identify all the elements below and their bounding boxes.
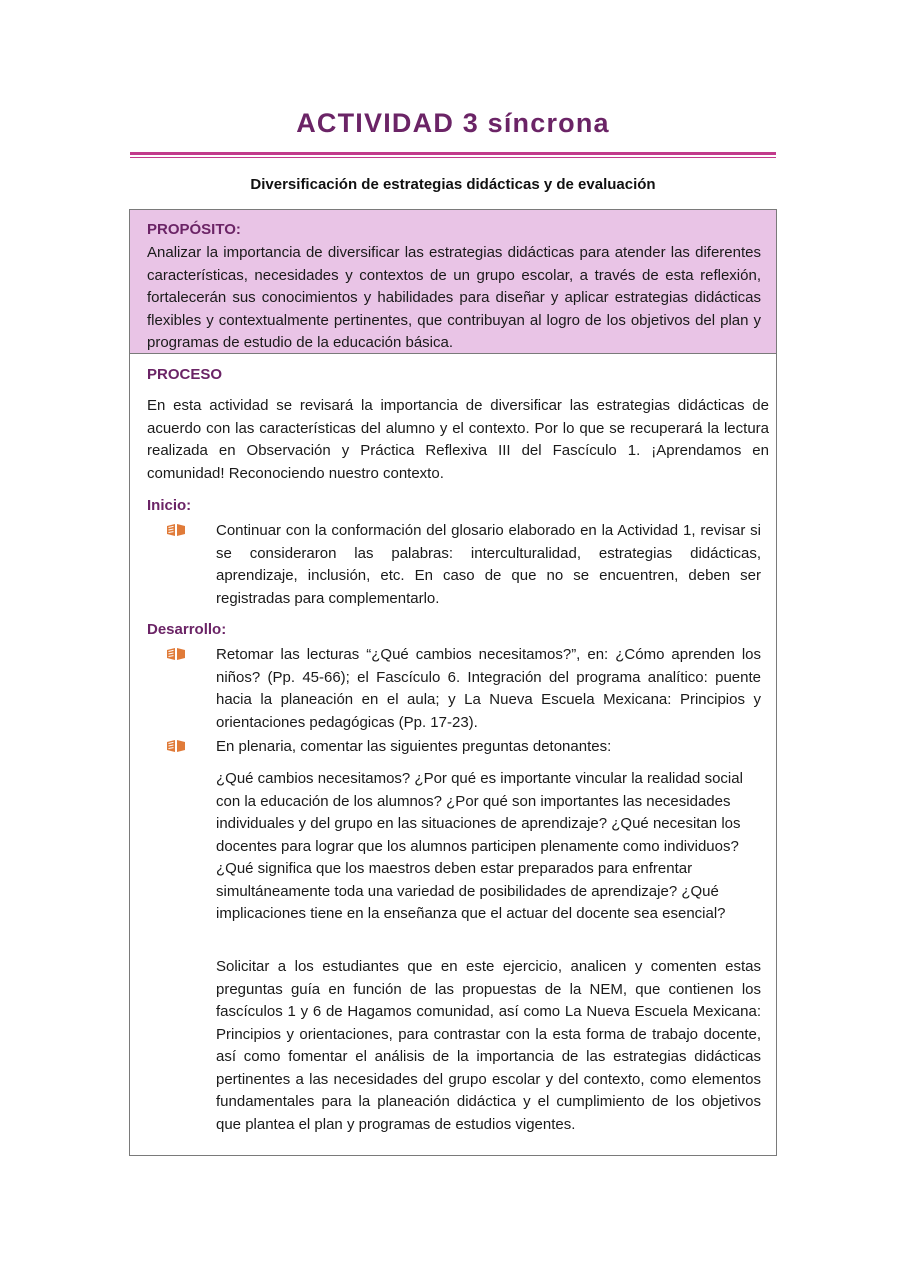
page-subtitle: Diversificación de estrategias didácticas y de evaluación	[250, 176, 656, 193]
proposito-label: PROPÓSITO:	[147, 221, 241, 238]
book-icon	[166, 523, 186, 537]
preguntas-detonantes: ¿Qué cambios necesitamos? ¿Por qué es importante vincular la realidad social con la educación de los alumnos? ¿Por qué son importantes las necesidades individuales y del grupo en las situaciones de aprendizaje? ¿Qué necesitan los docentes para lograr que los alumnos participen plenamente como individuos? ¿Qué significa que los maestros deben estar preparados para enfrentar simultáneamente toda una variedad de posibilidades de aprendizaje? ¿Qué implicaciones tiene en la enseñanza que el actuar del docente sea esencial?	[216, 770, 743, 922]
page-title: ACTIVIDAD 3 síncrona	[296, 108, 610, 138]
proposito-section	[130, 210, 776, 354]
desarrollo-label: Desarrollo:	[147, 621, 227, 638]
desarrollo-item-lecturas: Retomar las lecturas “¿Qué cambios necesitamos?”, en: ¿Cómo aprenden los niños? (Pp. 45-66); el Fascículo 6. Integración del programa analítico: puente hacia la planeación en el aula; y La Nueva Escuela Mexicana: Principios y orientaciones pedagógicas (Pp. 17-23).	[216, 646, 761, 731]
inicio-label: Inicio:	[147, 497, 192, 514]
book-icon	[166, 647, 186, 661]
proceso-label: PROCESO	[147, 366, 223, 383]
inicio-item: Continuar con la conformación del glosario elaborado en la Actividad 1, revisar si se consideraron las palabras: interculturalidad, estrategias didácticas, aprendizaje, inclusión, etc. En caso de que no se encuentren, deben ser registradas para complementarlo.	[216, 522, 761, 607]
title-rule-thick	[130, 152, 776, 155]
instruccion-estudiantes: Solicitar a los estudiantes que en este ejercicio, analicen y comenten estas preguntas guía en función de las propuestas de la NEM, que contienen los fascículos 1 y 6 de Hagamos comunidad, así como La Nueva Escuela Mexicana: Principios y orientaciones, para contrastar con la esta forma de trabajo docente, así como fomentar el análisis de la importancia de las estrategias didácticas pertinentes a las necesidades del grupo escolar y del contexto, como elementos fundamentales para la planeación didáctica y el cumplimiento de los objetivos que plantea el plan y programas de estudios vigentes.	[216, 958, 761, 1133]
book-icon	[166, 739, 186, 753]
proceso-intro: En esta actividad se revisará la importancia de diversificar las estrategias didácticas de acuerdo con las características del alumno y el contexto. Por lo que se recuperará la lectura realizada en Observación y Práctica Reflexiva III del Fascículo 1. ¡Aprendamos en comunidad! Reconociendo nuestro contexto.	[147, 397, 769, 482]
proposito-text: Analizar la importancia de diversificar las estrategias didácticas para atender las diferentes características, necesidades y contextos de un grupo escolar, a través de esta reflexión, fortalecerán sus conocimientos y habilidades para diseñar y aplicar estrategias didácticas flexibles y contextualmente pertinentes, que contribuyan al logro de los objetivos del plan y programas de estudio de la educación básica.	[147, 244, 761, 351]
desarrollo-item-plenaria: En plenaria, comentar las siguientes preguntas detonantes:	[216, 738, 612, 755]
activity-table	[129, 209, 777, 1156]
title-rule-thin	[130, 157, 776, 158]
